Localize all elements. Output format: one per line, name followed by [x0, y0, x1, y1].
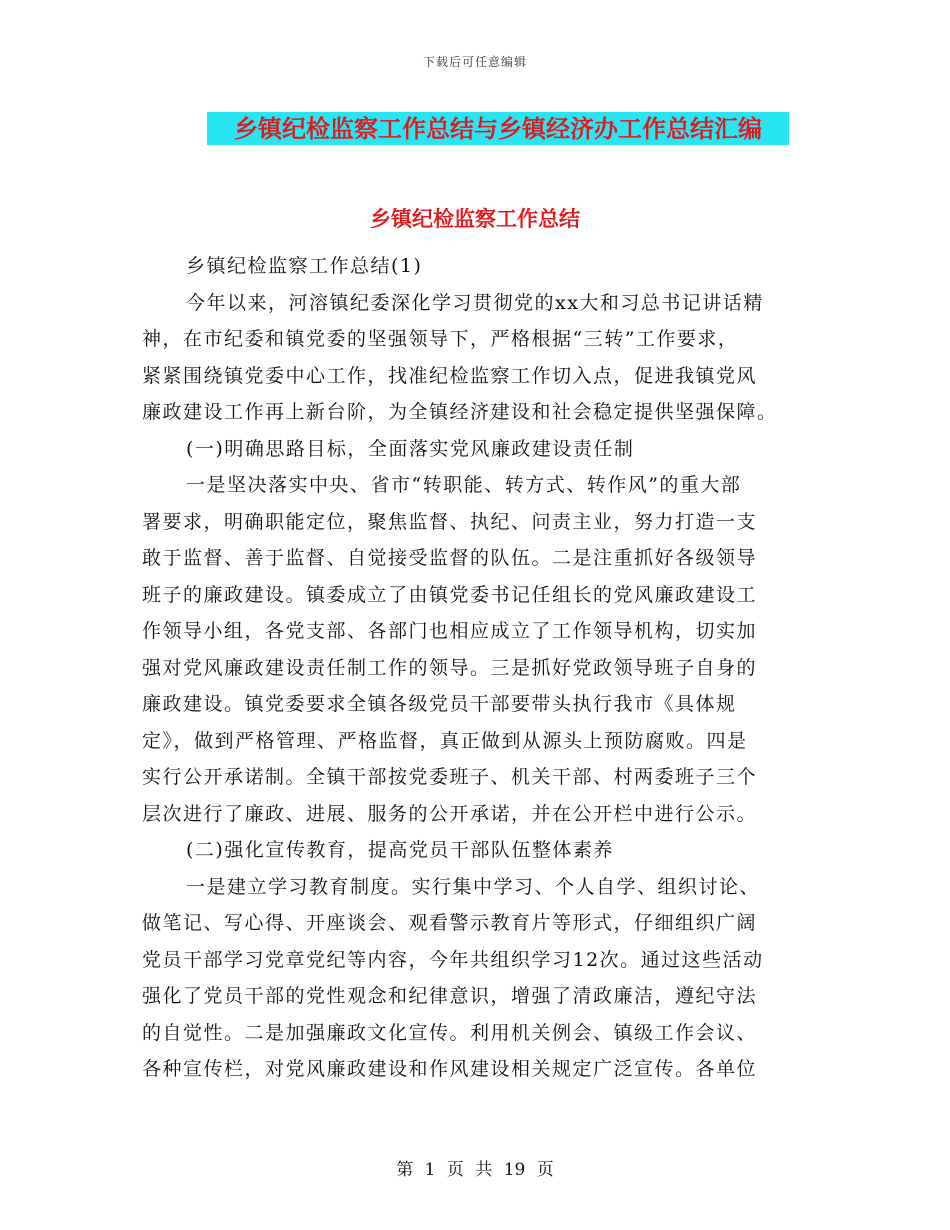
document-title: 乡镇纪检监察工作总结与乡镇经济办工作总结汇编 [207, 112, 789, 145]
text-line: 廉政建设。镇党委要求全镇各级党员干部要带头执行我市《具体规 [142, 693, 737, 715]
text-line: 实行公开承诺制。全镇干部按党委班子、机关干部、村两委班子三个 [142, 766, 758, 788]
text-line: 作领导小组，各党支部、各部门也相应成立了工作领导机构，切实加 [142, 620, 758, 642]
text-line: 一是建立学习教育制度。实行集中学习、个人自学、组织讨论、 [186, 875, 761, 898]
text-line: 强对党风廉政建设责任制工作的领导。三是抓好党政领导班子自身的 [142, 656, 758, 679]
body-text [142, 248, 802, 1088]
page-footer: 第 1 页 共 19 页 [396, 1160, 554, 1180]
text-line: 强化了党员干部的党性观念和纪律意识，增强了清政廉洁，遵纪守法 [142, 985, 758, 1007]
text-line: 紧紧围绕镇党委中心工作，找准纪检监察工作切入点，促进我镇党风 [142, 364, 758, 387]
text-line: 党员干部学习党章党纪等内容，今年共组织学习12次。通过这些活动 [142, 948, 764, 971]
section-title: 乡镇纪检监察工作总结 [370, 206, 580, 231]
text-line: 敢于监督、善于监督、自觉接受监督的队伍。二是注重抓好各级领导 [142, 547, 758, 569]
text-line: 今年以来，河溶镇纪委深化学习贯彻党的xx大和习总书记讲话精 [186, 291, 764, 314]
text-line: 做笔记、写心得、开座谈会、观看警示教育片等形式，仔细组织广阔 [142, 912, 758, 934]
text-line: 神，在市纪委和镇党委的坚强领导下，严格根据“三转”工作要求， [142, 328, 739, 350]
text-line: 廉政建设工作再上新台阶，为全镇经济建设和社会稳定提供坚强保障。 [142, 401, 778, 423]
text-line: 署要求，明确职能定位，聚焦监督、执纪、问责主业，努力打造一支 [142, 510, 758, 533]
text-line: 班子的廉政建设。镇委成立了由镇党委书记任组长的党风廉政建设工 [142, 583, 758, 606]
text-line: 层次进行了廉政、进展、服务的公开承诺，并在公开栏中进行公示。 [142, 802, 758, 825]
header-note: 下载后可任意编辑 [422, 55, 527, 69]
text-line: 各种宣传栏，对党风廉政建设和作风建设相关规定广泛宣传。各单位 [142, 1058, 758, 1080]
text-line: 一是坚决落实中央、省市“转职能、转方式、转作风”的重大部 [186, 474, 742, 496]
text-line: 的自觉性。二是加强廉政文化宣传。利用机关例会、镇级工作会议、 [142, 1021, 758, 1044]
heading-line: (一)明确思路目标，全面落实党风廉政建设责任制 [186, 437, 635, 460]
subtitle-line: 乡镇纪检监察工作总结(1) [186, 255, 423, 277]
heading-line: (二)强化宣传教育，提高党员干部队伍整体素养 [186, 839, 614, 861]
text-line: 定》，做到严格管理、严格监督，真正做到从源头上预防腐败。四是 [142, 729, 748, 752]
